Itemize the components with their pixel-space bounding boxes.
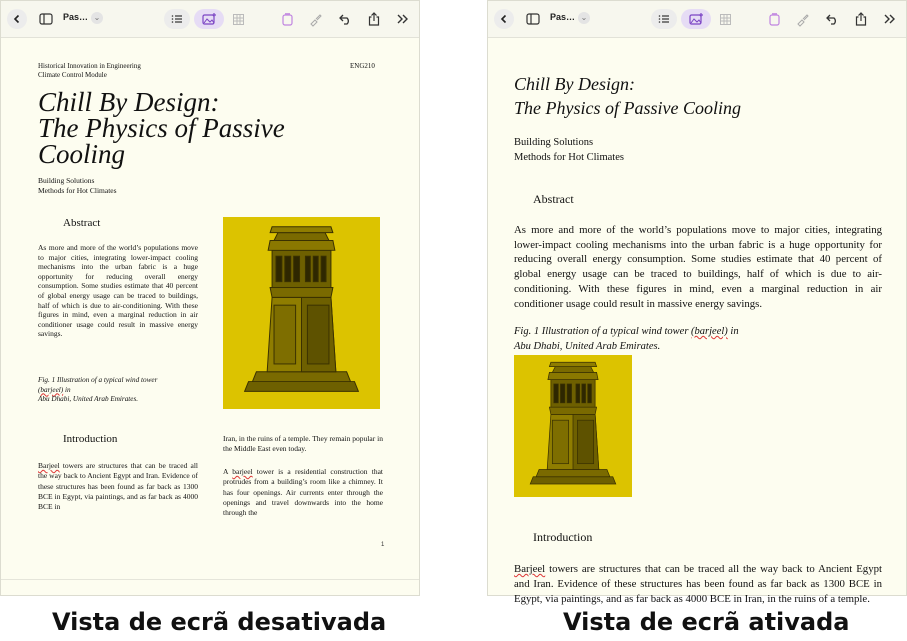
document-title[interactable]: Pas… xyxy=(63,12,89,22)
media-icon xyxy=(202,13,216,25)
page-title: Chill By Design: The Physics of Passive Cooling xyxy=(38,87,285,169)
intro-text: Barjeel towers are structures that can be traced all the way back to Ancient Egypt and Iran. Evidence of these structures has been found as far back as 1300 BCE in Egypt, via paintings, and as far back as 4000 BCE in xyxy=(38,461,198,512)
table-icon xyxy=(720,14,731,25)
media-button[interactable] xyxy=(681,9,711,29)
caption-screen-view-on: Vista de ecrã ativada xyxy=(563,608,850,636)
caption-screen-view-off: Vista de ecrã desativada xyxy=(52,608,387,636)
document-title[interactable]: Pas… xyxy=(550,12,576,22)
left-document-panel xyxy=(0,0,420,596)
wind-tower-illustration xyxy=(223,217,380,409)
shape-button[interactable] xyxy=(765,9,783,29)
shape-icon xyxy=(769,13,780,26)
undo-button[interactable] xyxy=(336,9,354,29)
undo-button[interactable] xyxy=(823,9,841,29)
intro-text: Barjeel towers are structures that can be traced all the way back to Ancient Egypt and Iran. Evidence of these structures has been found as far back as 1300 BCE in Egypt, via paintings, and as far back as 4000 BCE in Iran, in the ruins of a temple. xyxy=(514,563,882,605)
media-icon xyxy=(689,13,703,25)
media-button[interactable] xyxy=(194,9,224,29)
more-button[interactable] xyxy=(881,9,899,29)
intro-heading: Introduction xyxy=(63,433,118,445)
header-left: Historical Innovation in Engineering Climate Control Module xyxy=(38,62,141,79)
table-icon xyxy=(233,14,244,25)
list-icon xyxy=(658,14,670,24)
column2-text1: Iran, in the ruins of a temple. They remain popular in the Middle East even today. xyxy=(223,434,383,454)
share-icon xyxy=(368,12,380,26)
column2-text2: A barjeel tower is a residential construction that protrudes from a building’s room like a chimney. It has four openings. Air currents enter through the openings and travel downwards into the home through the xyxy=(223,467,383,518)
sidebar-icon xyxy=(39,13,53,25)
sidebar-icon xyxy=(526,13,540,25)
share-button[interactable] xyxy=(365,9,383,29)
shape-icon xyxy=(282,13,293,26)
wind-tower-illustration xyxy=(514,355,632,497)
back-button[interactable] xyxy=(7,9,27,29)
back-button[interactable] xyxy=(494,9,514,29)
back-icon xyxy=(12,14,22,24)
page-title: Chill By Design: The Physics of Passive Cooling xyxy=(514,74,741,118)
back-icon xyxy=(499,14,509,24)
list-button[interactable] xyxy=(651,9,677,29)
subtitle: Building Solutions Methods for Hot Climates xyxy=(514,137,624,163)
sidebar-button[interactable] xyxy=(524,9,542,29)
toolbar xyxy=(488,1,906,38)
figure-caption: Fig. 1 Illustration of a typical wind tower (barjeel) in Abu Dhabi, United Arab Emirates. xyxy=(514,326,739,352)
list-button[interactable] xyxy=(164,9,190,29)
toolbar xyxy=(1,1,419,38)
brush-icon xyxy=(796,13,809,26)
table-button[interactable] xyxy=(230,9,246,29)
wind-tower-image xyxy=(514,355,632,497)
brush-button[interactable] xyxy=(793,9,811,29)
right-document-panel xyxy=(487,0,907,605)
intro-heading: Introduction xyxy=(533,530,593,544)
abstract-text: As more and more of the world’s populations move to major cities, integrating lower-impact cooling mechanisms into the urban fabric is a huge opportunity for reducing overall energy consumption. Some studies estimate that 40 percent of global energy usage can be traced to buildings, half of which is due to air-conditioning. With these figures in mind, even a marginal reduction in air conditioner usage could result in massive energy savings. xyxy=(38,243,198,339)
wind-tower-image xyxy=(223,217,380,409)
undo-icon xyxy=(826,14,839,25)
abstract-heading: Abstract xyxy=(533,192,574,206)
more-button[interactable] xyxy=(394,9,412,29)
subtitle: Building Solutions Methods for Hot Climates xyxy=(38,176,117,195)
figure-caption: Fig. 1 Illustration of a typical wind tower (barjeel) in Abu Dhabi, United Arab Emirates. xyxy=(38,376,158,404)
sidebar-button[interactable] xyxy=(37,9,55,29)
table-button[interactable] xyxy=(717,9,733,29)
share-icon xyxy=(855,12,867,26)
header-right: ENG210 xyxy=(350,62,375,70)
chevron-down-icon[interactable]: ⌄ xyxy=(578,12,590,24)
shape-button[interactable] xyxy=(278,9,296,29)
share-button[interactable] xyxy=(852,9,870,29)
page-number: 1 xyxy=(381,542,385,548)
abstract-heading: Abstract xyxy=(63,217,101,229)
page-divider xyxy=(1,579,419,580)
undo-icon xyxy=(339,14,352,25)
brush-icon xyxy=(309,13,322,26)
list-icon xyxy=(171,14,183,24)
chevron-down-icon[interactable]: ⌄ xyxy=(91,12,103,24)
brush-button[interactable] xyxy=(306,9,324,29)
more-icon xyxy=(883,14,897,24)
abstract-text: As more and more of the world’s populations move to major cities, integrating lower-impact cooling mechanisms into the urban fabric is a huge opportunity for reducing overall energy consumption. Some studies estimate that 40 percent of global energy usage can be traced to buildings, half of which is due to air-conditioning. With these figures in mind, even a marginal reduction in air conditioner usage could result in massive energy savings. xyxy=(514,224,882,310)
more-icon xyxy=(396,14,410,24)
